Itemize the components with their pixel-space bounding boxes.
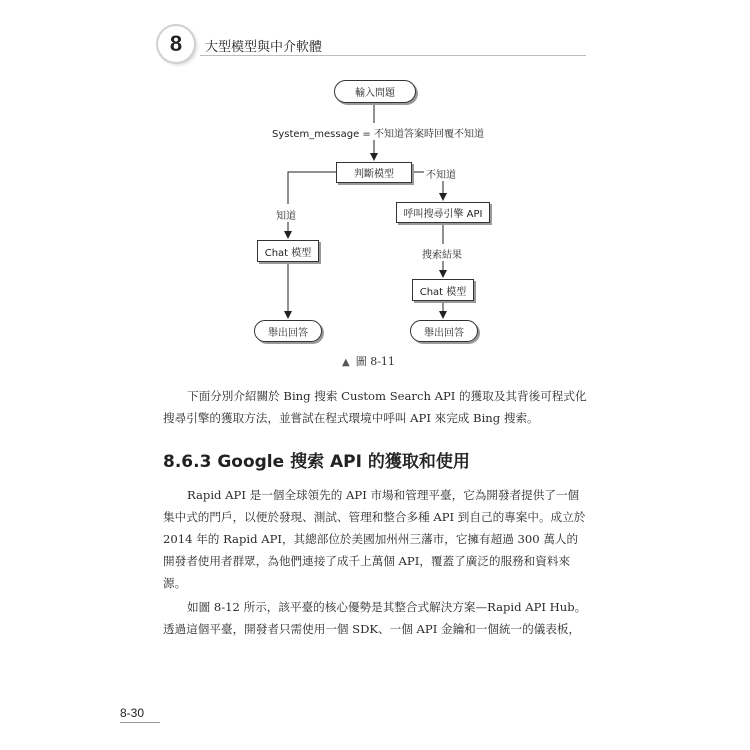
label-system-message: System_message = 不知道答案時回覆不知道 <box>272 125 484 140</box>
figure-caption <box>342 353 395 369</box>
footer-divider <box>120 722 160 723</box>
node-call-search-api <box>396 202 490 223</box>
node-output-left-label: 舉出回答 <box>268 327 308 339</box>
node-output-left <box>254 320 322 342</box>
node-chat-left-label: Chat 模型 <box>264 247 312 259</box>
section-heading: 8.6.3 Google 搜索 API 的獲取和使用 <box>163 452 470 472</box>
node-input-label: 輸入問題 <box>355 88 395 99</box>
paragraph-rapid-api: Rapid API 是一個全球領先的 API 市場和管理平臺，它為開發者提供了一個集中式的門戶，以便於發現、測試、管理和整合多種 API 到自己的專案中。成立於 2014 年的 Rapid API，其總部位於美國加州州三藩市，它擁有超過 300 萬人的開發者使用者群眾，為他們連接了成千上萬個 API，覆蓋了廣泛的服務和資料來源。 <box>163 488 586 590</box>
label-search-result: 搜索結果 <box>422 246 462 261</box>
chapter-number: 8 <box>169 31 183 56</box>
paragraph-intro: 下面分別介紹關於 Bing 搜索 Custom Search API 的獲取及其背後可程式化搜尋引擎的獲取方法，並嘗試在程式環境中呼叫 API 來完成 Bing 搜索。 <box>163 389 587 425</box>
node-chat-right-label: Chat 模型 <box>419 286 467 298</box>
node-call-api-label: 呼叫搜尋引擎 API <box>403 209 483 220</box>
label-know: 知道 <box>276 207 296 222</box>
page-number: 8-30 <box>120 706 145 720</box>
node-judge-label: 判斷模型 <box>354 169 394 180</box>
figure-caption-text: 圖 8-11 <box>355 355 395 368</box>
node-input-question <box>334 80 416 103</box>
label-dont-know: 不知道 <box>426 166 456 181</box>
node-judge-model <box>336 162 412 183</box>
connector-judge-to-know <box>288 172 336 204</box>
paragraph-rapid-api-hub: 如圖 8-12 所示，該平臺的核心優勢是其整合式解決方案—Rapid API Hub。透過這個平臺，開發者只需使用一個 SDK、一個 API 金鑰和一個統一的儀表板， <box>163 600 587 636</box>
node-output-right <box>410 320 478 342</box>
chapter-title: 大型模型與中介軟體 <box>205 40 323 55</box>
triangle-icon: ▲ <box>342 357 350 368</box>
node-output-right-label: 舉出回答 <box>424 327 464 339</box>
node-chat-model-left <box>257 240 319 262</box>
node-chat-model-right <box>412 279 474 301</box>
